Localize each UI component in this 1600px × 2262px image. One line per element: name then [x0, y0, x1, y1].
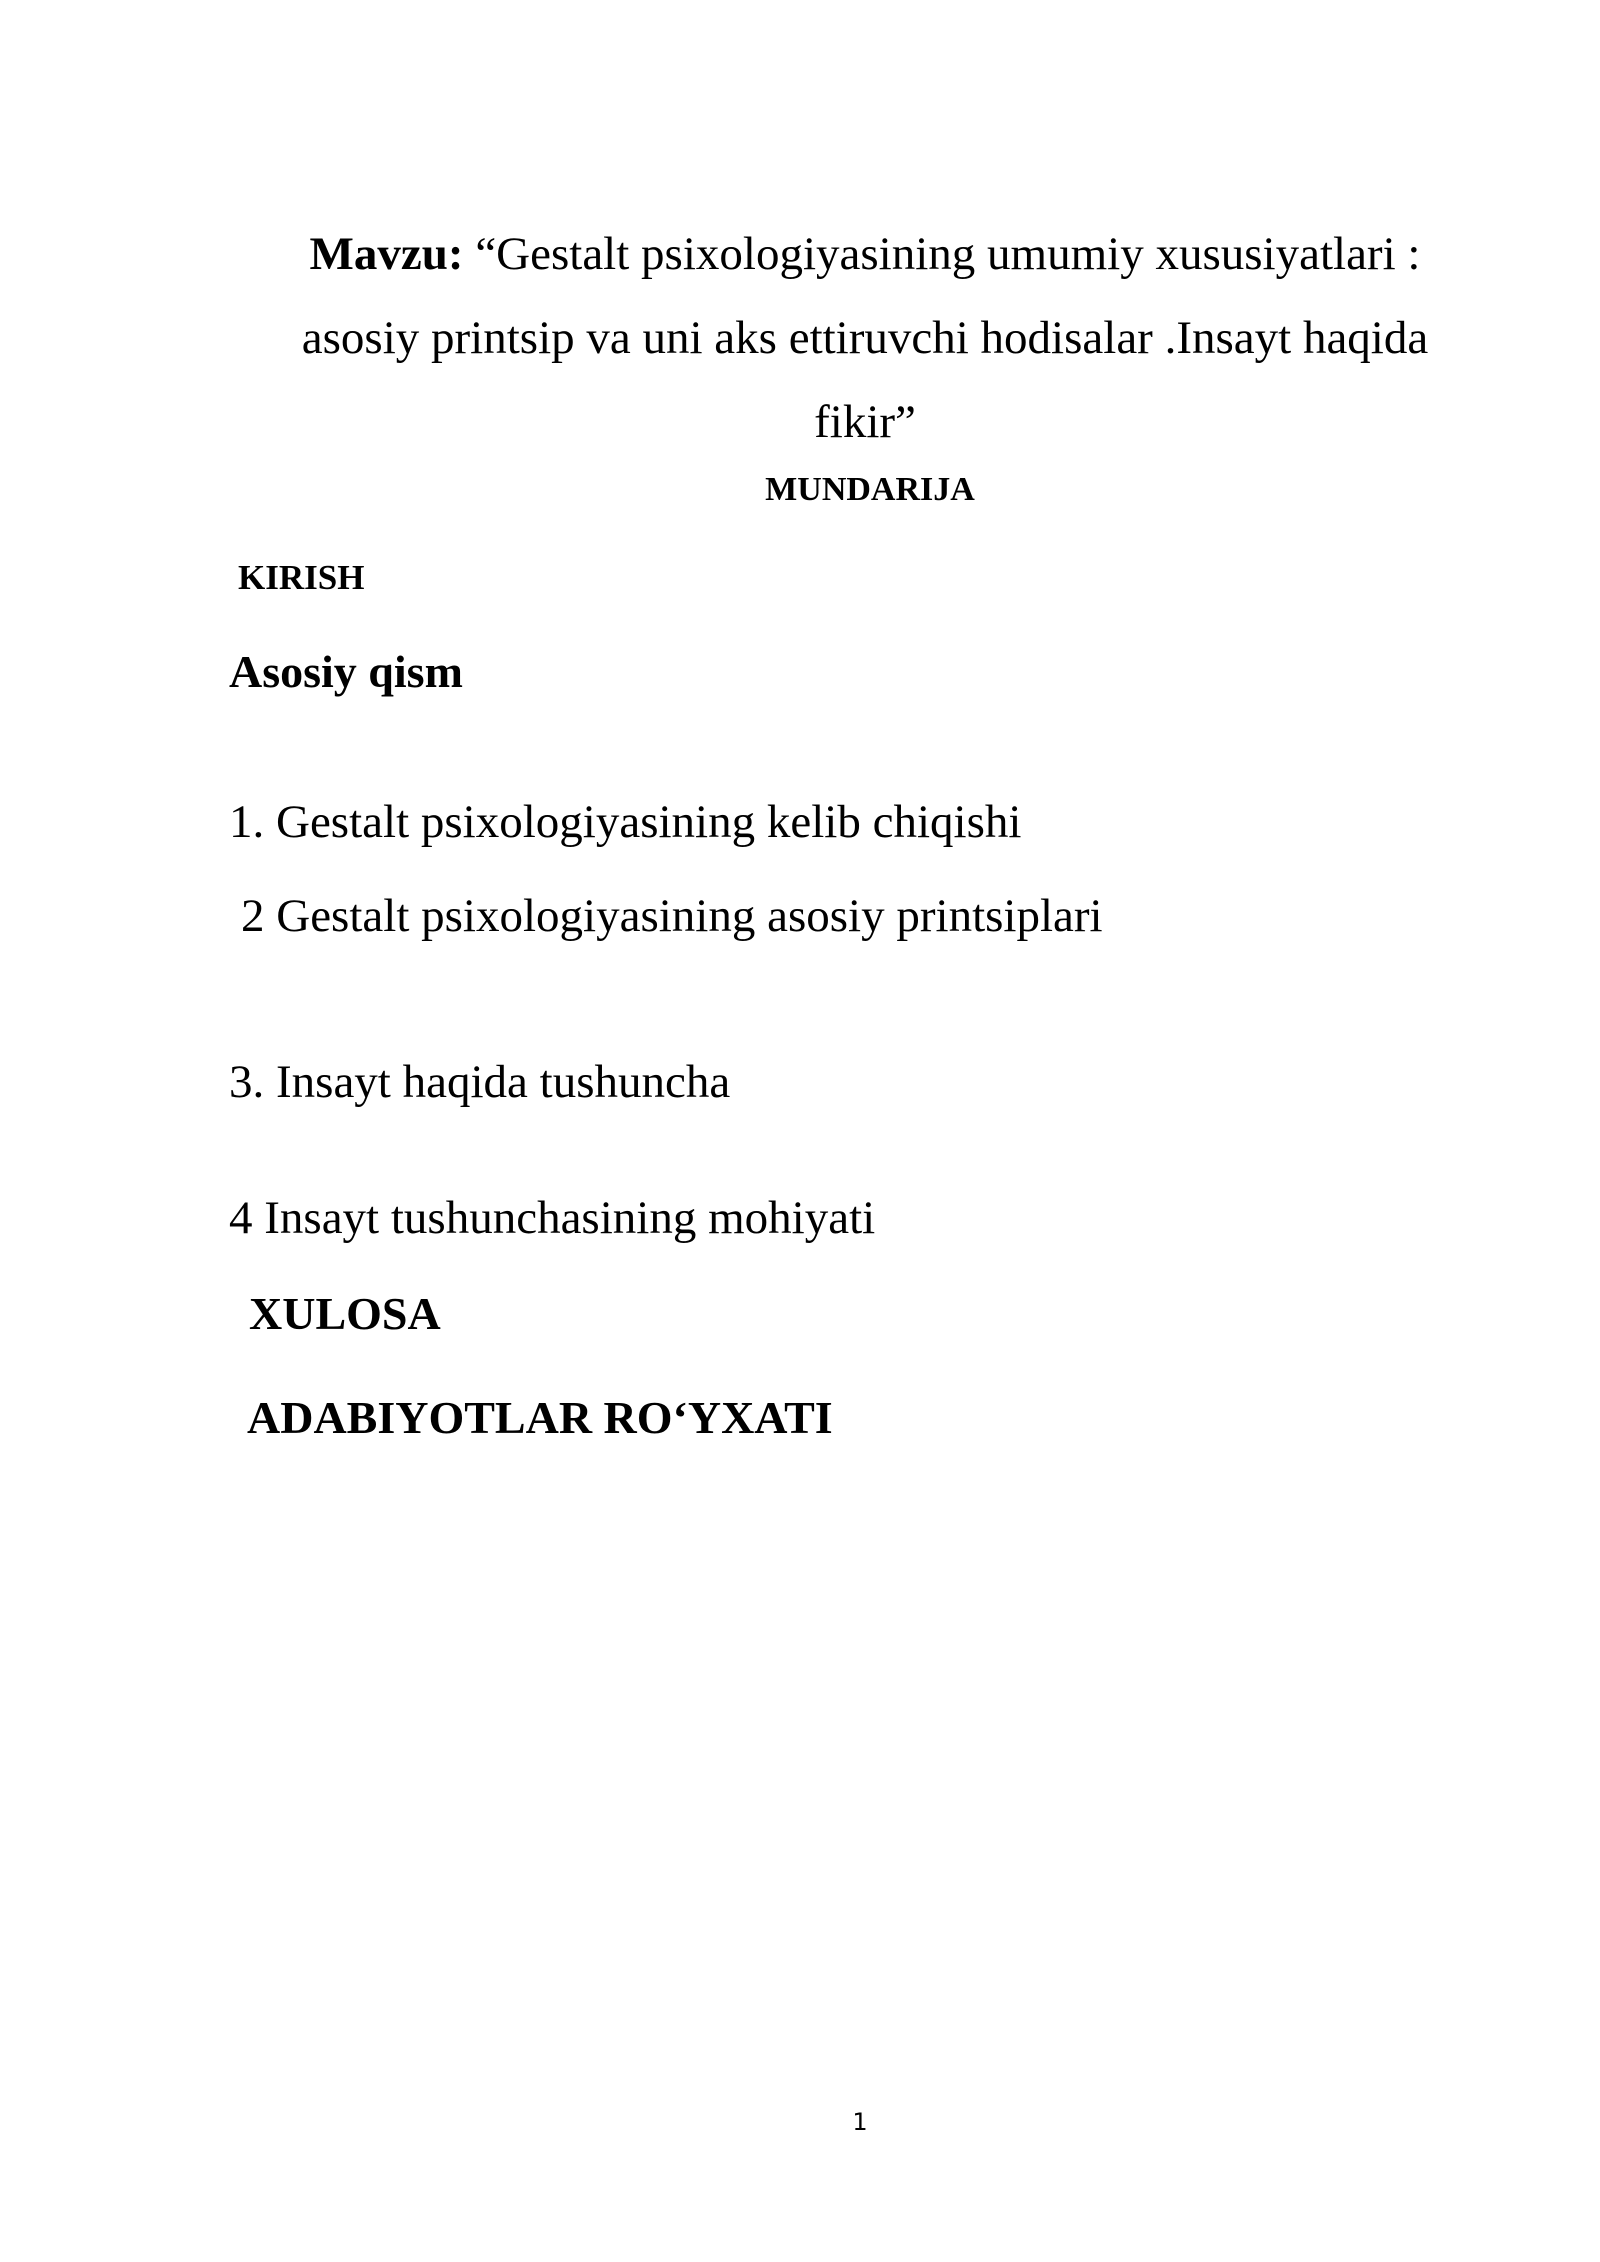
title-line-3: fikir”: [814, 396, 916, 448]
page-number: 1: [852, 2108, 868, 2136]
toc-conclusion: XULOSA: [249, 1288, 441, 1339]
toc-item-4: 4 Insayt tushunchasining mohiyati: [229, 1192, 876, 1244]
title-label: Mavzu:: [309, 228, 464, 280]
toc-item-3: 3. Insayt haqida tushuncha: [229, 1056, 731, 1108]
toc-main-part: Asosiy qism: [229, 646, 463, 697]
toc-heading: MUNDARIJA: [765, 471, 975, 508]
title-line-1: [270, 212, 1460, 296]
toc-intro: KIRISH: [238, 558, 365, 597]
title-line-2: asosiy printsip va uni aks ettiruvchi hodisalar .Insayt haqida: [301, 312, 1429, 364]
toc-item-2: 2 Gestalt psixologiyasining asosiy printsiplari: [241, 890, 1103, 942]
toc-references: ADABIYOTLAR RO‘YXATI: [247, 1392, 833, 1443]
document-title: [270, 212, 1460, 464]
title-text-1: “Gestalt psixologiyasining umumiy xususiyatlari :: [463, 228, 1421, 280]
toc-item-1: 1. Gestalt psixologiyasining kelib chiqishi: [229, 796, 1022, 848]
